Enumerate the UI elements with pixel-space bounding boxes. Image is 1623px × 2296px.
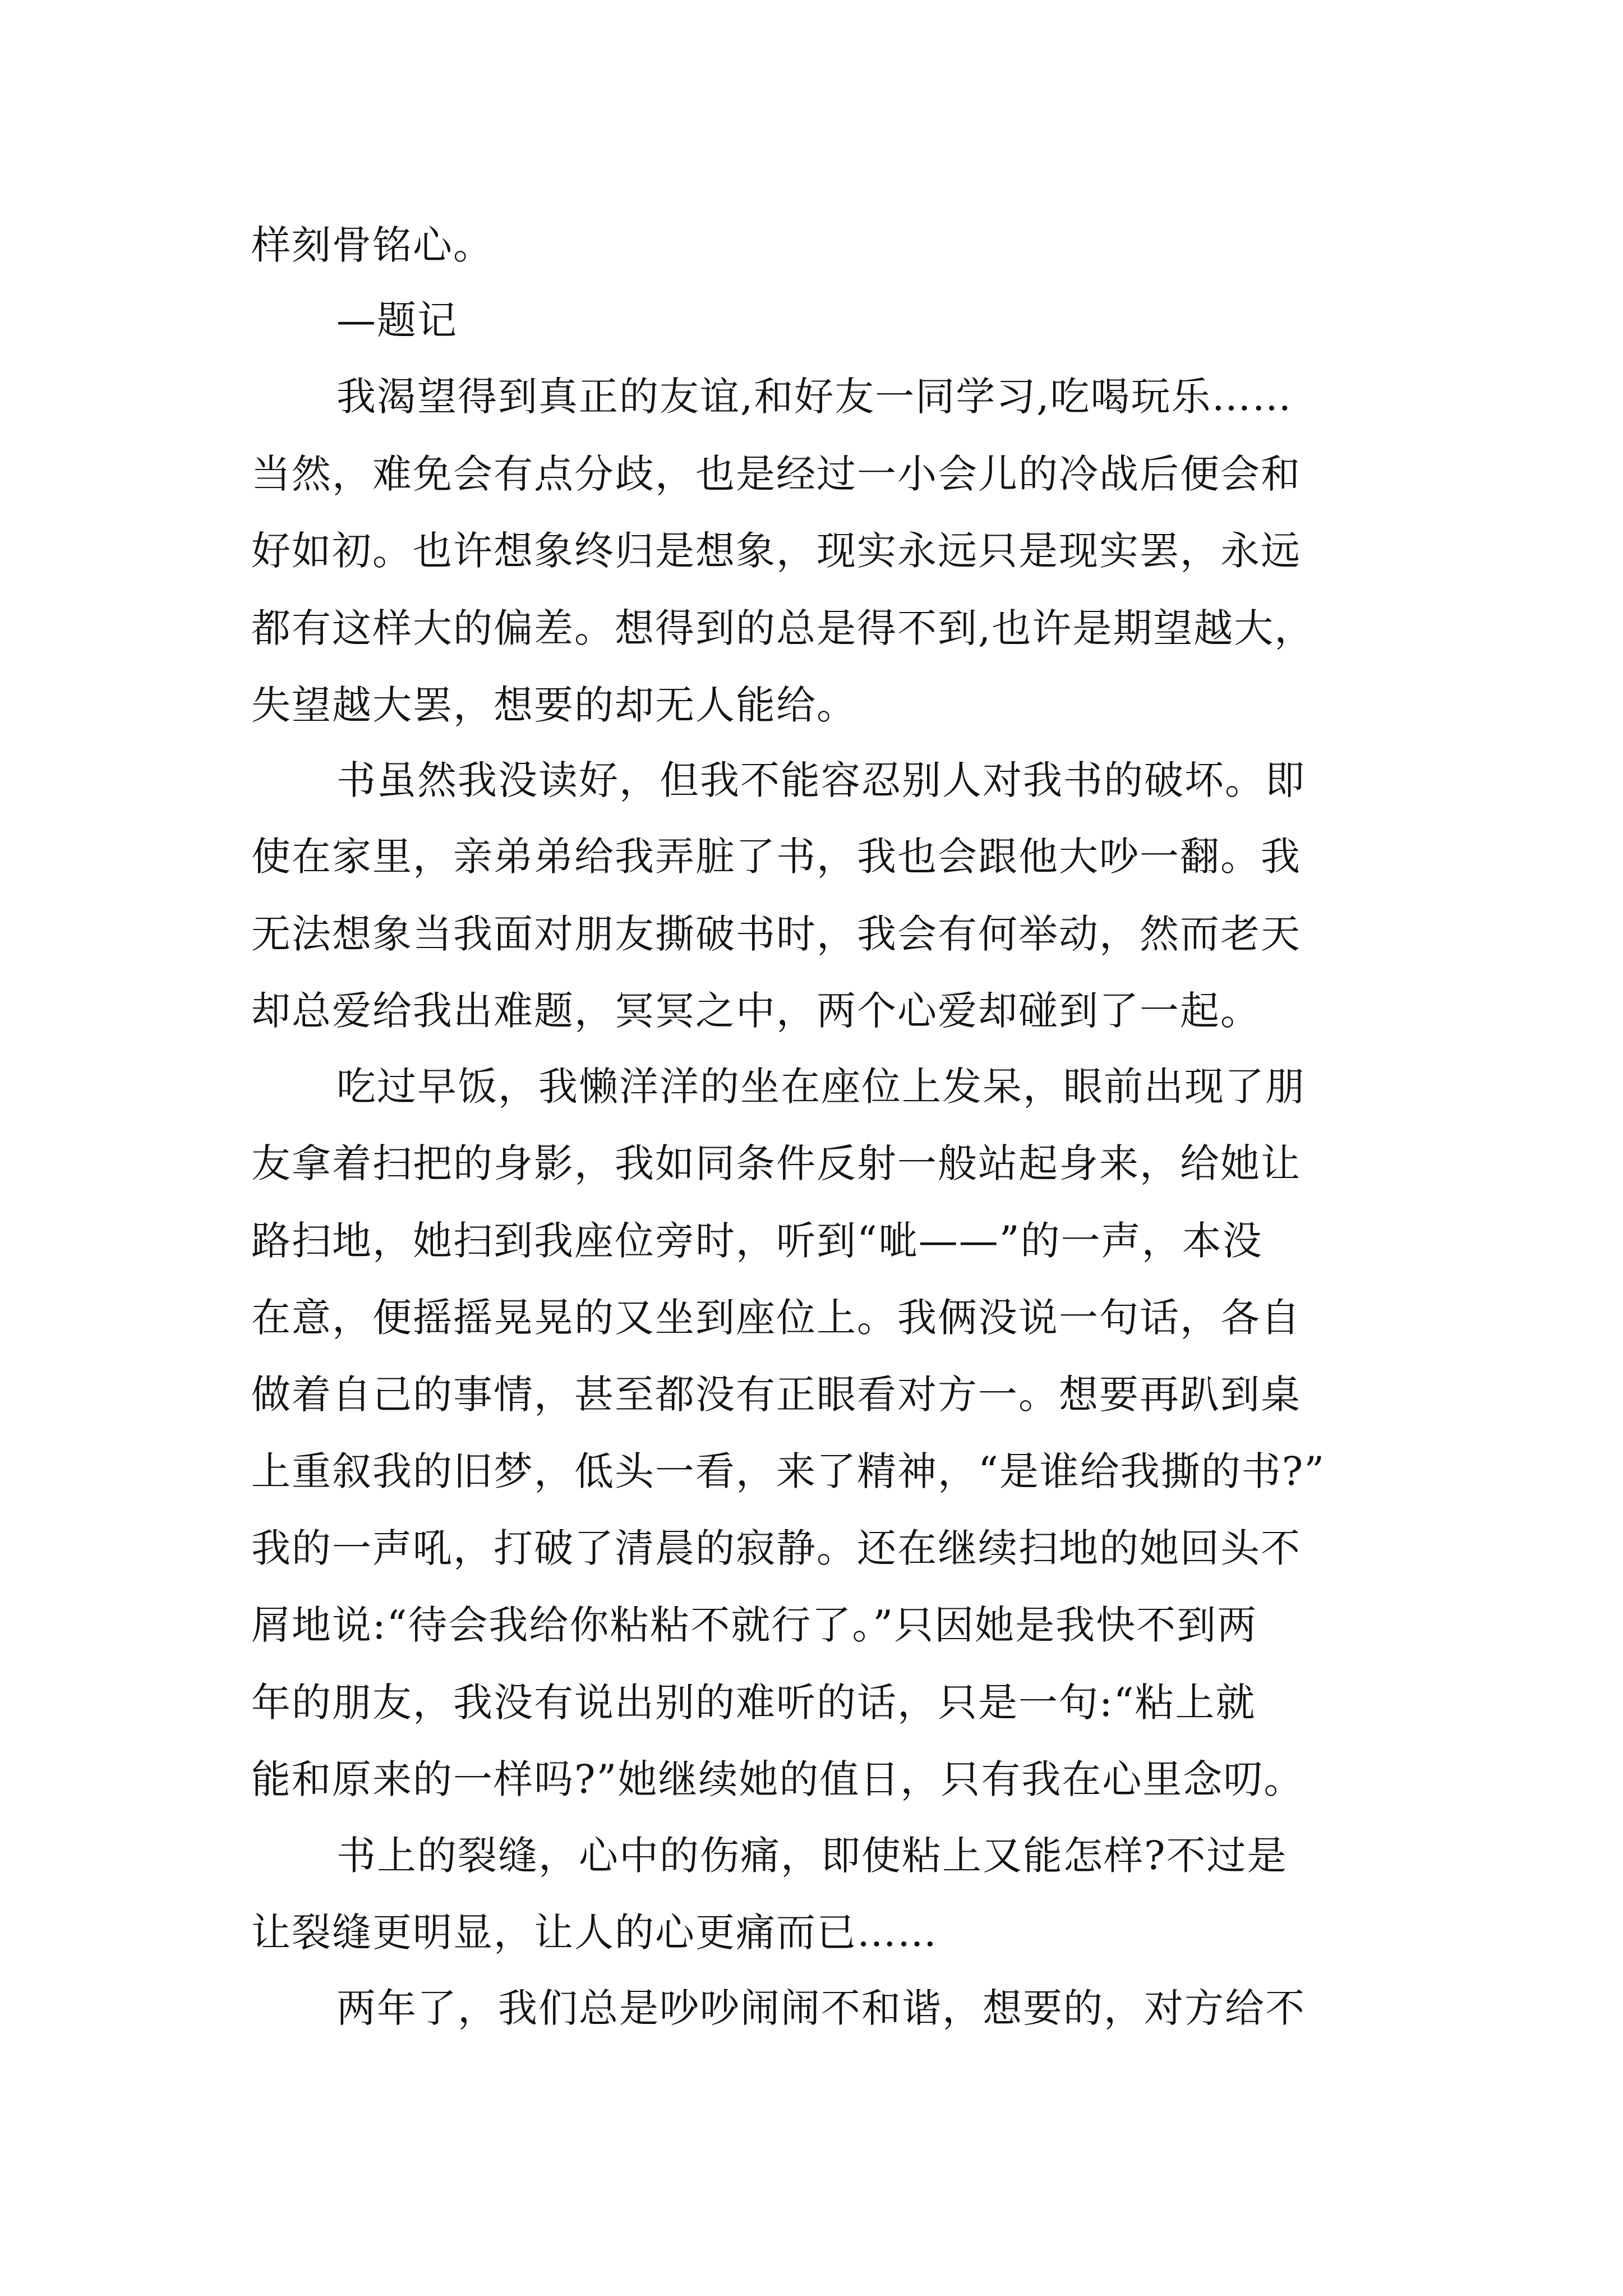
- text-line: 屑地说:“待会我给你粘粘不就行了。”只因她是我快不到两: [251, 1602, 1258, 1648]
- text-line: 在意，便摇摇晃晃的又坐到座位上。我俩没说一句话，各自: [251, 1295, 1301, 1341]
- text-line: 我的一声吼，打破了清晨的寂静。还在继续扫地的她回头不: [251, 1525, 1301, 1571]
- text-line: 却总爱给我出难题，冥冥之中，两个心爱却碰到了一起。: [251, 988, 1261, 1034]
- text-line: 友拿着扫把的身影，我如同条件反射一般站起身来，给她让: [251, 1140, 1301, 1186]
- text-line: 好如初。也许想象终归是想象，现实永远只是现实罢，永远: [251, 528, 1301, 574]
- text-line: 书虽然我没读好，但我不能容忍别人对我书的破坏。即: [336, 757, 1306, 803]
- text-line: 上重叙我的旧梦，低头一看，来了精神，“是谁给我撕的书?”: [251, 1448, 1326, 1494]
- text-line: 吃过早饭，我懒洋洋的坐在座位上发呆，眼前出现了朋: [336, 1064, 1306, 1110]
- text-line: 都有这样大的偏差。想得到的总是得不到,也许是期望越大，: [251, 605, 1315, 651]
- text-line: 无法想象当我面对朋友撕破书时，我会有何举动，然而老天: [251, 911, 1301, 957]
- text-line: 做着自己的事情，甚至都没有正眼看对方一。想要再趴到桌: [251, 1372, 1301, 1418]
- text-line: —题记: [336, 297, 458, 343]
- text-line: 失望越大罢，想要的却无人能给。: [251, 682, 857, 728]
- text-line: 让裂缝更明显，让人的心更痛而已……: [251, 1910, 938, 1955]
- text-line: 样刻骨铭心。: [251, 222, 494, 268]
- text-line: 当然，难免会有点分歧，也是经过一小会儿的冷战后便会和: [251, 451, 1301, 497]
- text-line: 书上的裂缝，心中的伤痛，即使粘上又能怎样?不过是: [336, 1833, 1288, 1879]
- text-line: 两年了，我们总是吵吵闹闹不和谐，想要的，对方给不: [336, 1985, 1306, 2031]
- text-line: 年的朋友，我没有说出别的难听的话，只是一句:“粘上就: [251, 1680, 1256, 1726]
- text-line: 使在家里，亲弟弟给我弄脏了书，我也会跟他大吵一翻。我: [251, 834, 1301, 880]
- text-line: 我渴望得到真正的友谊,和好友一同学习,吃喝玩乐……: [336, 374, 1293, 420]
- text-line: 能和原来的一样吗?”她继续她的值日，只有我在心里念叨。: [251, 1756, 1304, 1802]
- text-line: 路扫地，她扫到我座位旁时，听到“呲——”的一声，本没: [251, 1218, 1263, 1264]
